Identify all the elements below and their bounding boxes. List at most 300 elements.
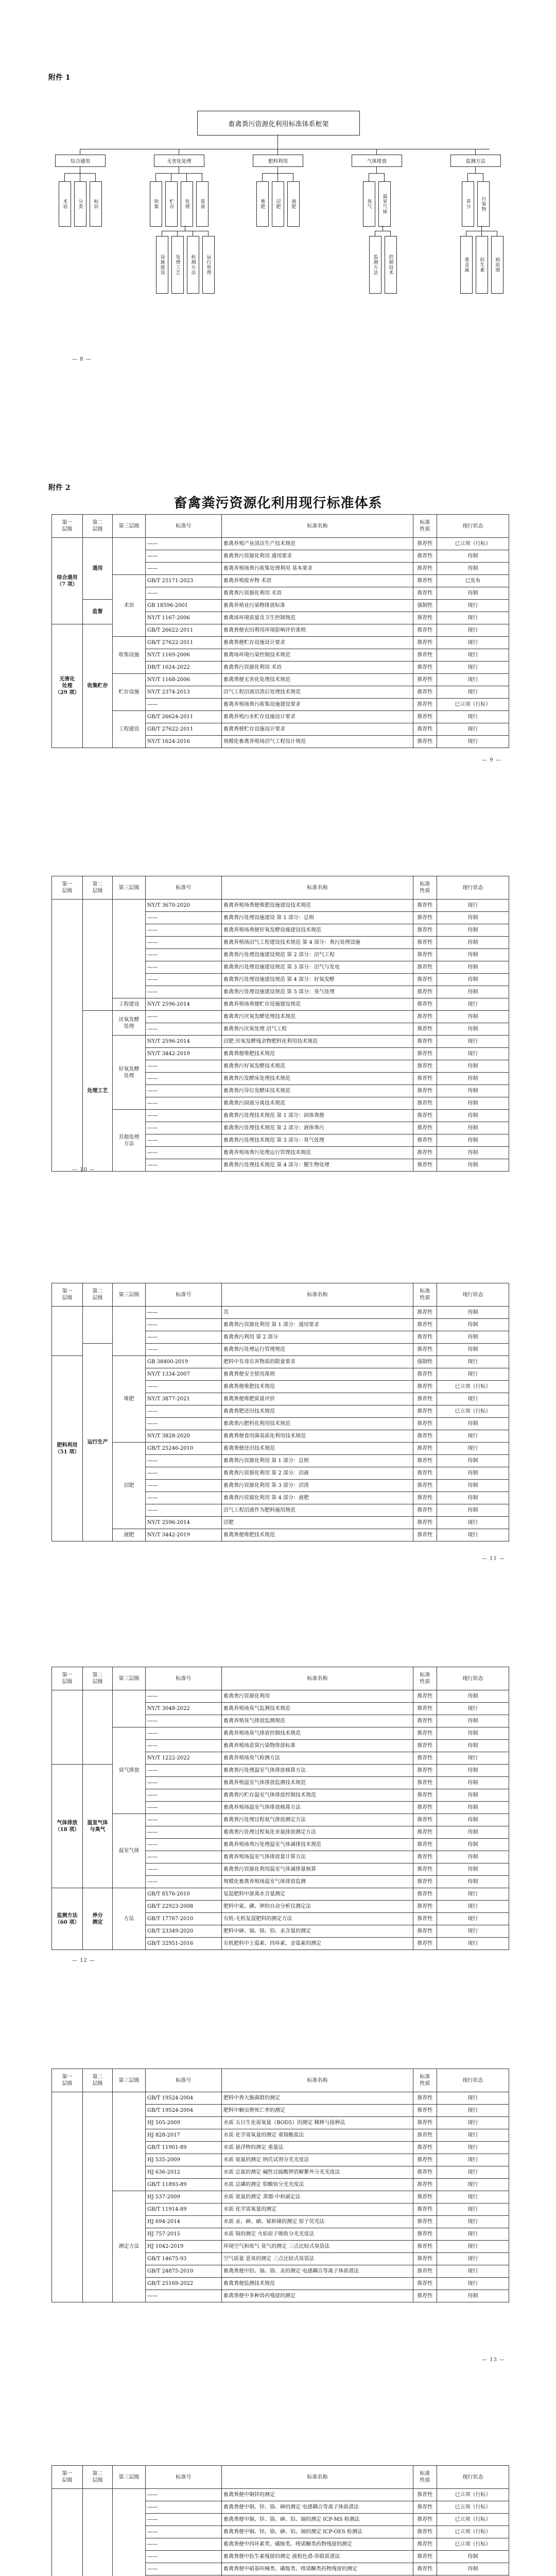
standard-name-cell: 畜禽养殖场臭气检测方法 [222, 1752, 413, 1765]
tree-connector [384, 173, 385, 181]
standard-name-cell: 肥料中砷、镉、铬、铅、汞含量的测定 [222, 1925, 413, 1938]
status-cell: 现行 [437, 612, 509, 624]
standard-number-cell: —— [146, 1307, 222, 1319]
standard-number-cell: —— [146, 2290, 222, 2302]
standard-name-cell: 畜禽粪污异位发酵床技术规范 [222, 1085, 413, 1097]
standard-number-cell: —— [146, 1147, 222, 1159]
tier3-cell: 温室气体 [113, 1814, 146, 1888]
table-header-row [52, 2069, 509, 2092]
standard-nature-cell: 推荐性 [413, 2538, 437, 2551]
column-header: 标准名称 [222, 515, 413, 538]
status-cell: 待制 [437, 1122, 509, 1134]
table-row [52, 1727, 509, 1740]
standard-name-cell: 畜禽粪污资源化利用 第 4 部分：液肥 [222, 1492, 413, 1504]
standard-nature-cell: 推荐性 [413, 1319, 437, 1331]
tier1-cell [52, 1690, 83, 1765]
status-cell: 待制 [437, 1023, 509, 1036]
tier1-cell: 肥料利用 （51 项） [52, 1356, 83, 1541]
standard-name-cell: 畜禽养殖场粪便贮存设施建设规范 [222, 998, 413, 1011]
standard-nature-cell: 推荐性 [413, 1368, 437, 1381]
tier1-cell [52, 900, 83, 1172]
column-header: 现行状态 [437, 2069, 509, 2092]
standard-nature-cell: 推荐性 [413, 1888, 437, 1901]
standard-nature-cell: 推荐性 [413, 1085, 437, 1097]
tier2-cell: 温室气体 与臭气 [83, 1765, 113, 1888]
standards-table [51, 1283, 509, 1541]
standard-number-cell: GB/T 14675-93 [146, 2253, 222, 2265]
status-cell: 现行 [437, 2117, 509, 2129]
document-title: 畜禽粪污资源化利用现行标准体系 [173, 496, 383, 511]
standard-number-cell: —— [146, 1023, 222, 1036]
tree-subleaf-box: 检测方法 [187, 236, 199, 294]
table-row [52, 900, 509, 912]
standard-number-cell: NY/T 3442-2019 [146, 1529, 222, 1541]
standard-name-cell: 水质 总氮的测定 碱性过硫酸钾消解紫外分光光度法 [222, 2166, 413, 2179]
standard-number-cell: HJ 505-2009 [146, 2117, 222, 2129]
table-row [52, 1307, 509, 1319]
standard-nature-cell: 推荐性 [413, 2514, 437, 2526]
column-header: 现行状态 [437, 1667, 509, 1690]
status-cell: 待制 [437, 961, 509, 974]
status-cell: 现行 [437, 1752, 509, 1765]
status-cell: 现行 [437, 2129, 509, 2142]
column-header: 第二 层级 [83, 2466, 113, 2489]
standard-name-cell: 沼肥 [222, 1517, 413, 1529]
standard-nature-cell: 推荐性 [413, 1715, 437, 1727]
standard-number-cell: —— [146, 1467, 222, 1480]
standard-name-cell: 水质 汞、砷、硒、铋和锑的测定 原子荧光法 [222, 2216, 413, 2228]
tier3-cell: 厌氧发酵 处理 [113, 1011, 146, 1036]
standard-name-cell: 畜禽粪污处理设施建设规范 第 2 部分：沼气工程 [222, 949, 413, 961]
column-header: 标准 性质 [413, 2069, 437, 2092]
standard-nature-cell: 推荐性 [413, 974, 437, 986]
standard-nature-cell: 推荐性 [413, 1480, 437, 1492]
standard-name-cell: 畜禽粪便堆肥技术规范 [222, 1048, 413, 1060]
column-header: 第三层级 [113, 515, 146, 538]
status-cell: 已立项（行标） [437, 2514, 509, 2526]
status-cell: 已立项（行标） [437, 699, 509, 711]
status-cell: 待制 [437, 949, 509, 961]
attachment-label: 附件 1 [48, 74, 71, 82]
column-header: 第二 层级 [83, 1283, 113, 1307]
column-header: 标准号 [146, 515, 222, 538]
standard-nature-cell: 推荐性 [413, 674, 437, 686]
standard-nature-cell: 推荐性 [413, 2228, 437, 2241]
standard-nature-cell: 推荐性 [413, 1331, 437, 1344]
tree-connector [390, 231, 391, 236]
standard-nature-cell: 推荐性 [413, 1134, 437, 1147]
status-cell: 待制 [437, 1740, 509, 1752]
tier3-cell: 液肥 [113, 1529, 146, 1541]
tree-connector [277, 134, 278, 149]
standard-name-cell: 畜禽粪便中四环素类、磺胺类、喹诺酮类药物残留的测定 [222, 2538, 413, 2551]
standard-number-cell: NY/T 1624-2016 [146, 736, 222, 748]
column-header: 标准号 [146, 876, 222, 900]
standard-name-cell: 畜禽粪污资源化利用 术语 [222, 662, 413, 674]
status-cell: 待制 [437, 1097, 509, 1110]
standard-name-cell: 畜禽粪便贮存设施设计要求 [222, 637, 413, 649]
status-cell: 待制 [437, 2563, 509, 2575]
standard-number-cell: —— [146, 1159, 222, 1172]
standard-number-cell: —— [146, 2551, 222, 2563]
standard-nature-cell: 推荐性 [413, 1913, 437, 1925]
standard-name-cell: 肥料中有毒有害物质的限量要求 [222, 1356, 413, 1368]
standard-name-cell: 水质 氨氮的测定 纳氏试剂分光光度法 [222, 2154, 413, 2166]
status-cell: 待制 [437, 1319, 509, 1331]
table-header-row [52, 876, 509, 900]
standard-number-cell: —— [146, 1122, 222, 1134]
tree-connector [376, 167, 377, 173]
standard-nature-cell: 推荐性 [413, 550, 437, 563]
standard-name-cell: 畜禽粪污资源化利用 第 3 部分：沼渣 [222, 1480, 413, 1492]
standard-nature-cell: 推荐性 [413, 686, 437, 699]
standard-number-cell: —— [146, 1826, 222, 1839]
standard-name-cell: 畜禽粪污处理设施建设 第 1 部分：总则 [222, 912, 413, 924]
standard-name-cell: 肥料中蛔虫卵死亡率的测定 [222, 2105, 413, 2117]
standard-number-cell: GB/T 8576-2010 [146, 1888, 222, 1901]
column-header: 标准 性质 [413, 2466, 437, 2489]
standard-number-cell: —— [146, 1777, 222, 1789]
tree-leaf-box: 温室气体 [378, 181, 391, 227]
standard-number-cell: —— [146, 949, 222, 961]
table-header-row [52, 515, 509, 538]
standard-number-cell: NY/T 3670-2020 [146, 900, 222, 912]
tree-leaf-box: 分类 [74, 181, 86, 227]
column-header: 现行状态 [437, 2466, 509, 2489]
column-header: 标准号 [146, 1667, 222, 1690]
standard-number-cell: DB/T 1624-2022 [146, 662, 222, 674]
standard-name-cell: 沼气工程沼液沼渣后处理技术规范 [222, 686, 413, 699]
tree-subleaf-box: 病原菌 [491, 236, 503, 294]
column-header: 第二 层级 [83, 515, 113, 538]
status-cell: 待制 [437, 1110, 509, 1122]
standard-name-cell: 畜禽粪便还田技术规范 [222, 1443, 413, 1455]
standard-nature-cell: 推荐性 [413, 1752, 437, 1765]
status-cell: 已立项（行标） [437, 1381, 509, 1393]
standard-name-cell: 畜禽养殖场粪污处理运行管理技术规范 [222, 1147, 413, 1159]
column-header: 第三层级 [113, 2069, 146, 2092]
standard-nature-cell: 推荐性 [413, 2191, 437, 2204]
status-cell: 现行 [437, 1901, 509, 1913]
status-cell: 待制 [437, 1876, 509, 1888]
standard-number-cell: NY/T 1222-2022 [146, 1752, 222, 1765]
standard-nature-cell: 推荐性 [413, 1381, 437, 1393]
standard-name-cell: 畜禽粪便中铜、锌、铬、砷、铅、镉的测定 ICP-MS 检测法 [222, 2514, 413, 2526]
standard-nature-cell: 推荐性 [413, 1901, 437, 1913]
standard-nature-cell: 推荐性 [413, 1863, 437, 1876]
standard-nature-cell: 强制性 [413, 1356, 437, 1368]
status-cell: 现行 [437, 2166, 509, 2179]
standard-number-cell: —— [146, 1789, 222, 1802]
standard-number-cell: —— [146, 1851, 222, 1863]
standard-name-cell: 畜禽粪污资源化利用 第 2 部分：沼液 [222, 1467, 413, 1480]
standard-nature-cell: 推荐性 [413, 1344, 437, 1356]
status-cell: 现行 [437, 662, 509, 674]
status-cell: 待制 [437, 1727, 509, 1740]
status-cell: 现行 [437, 2278, 509, 2290]
standard-nature-cell: 推荐性 [413, 2241, 437, 2253]
standard-number-cell: NY/T 2596-2014 [146, 998, 222, 1011]
standard-number-cell: —— [146, 1110, 222, 1122]
status-cell: 已立项（行标） [437, 538, 509, 550]
status-cell: 待制 [437, 1331, 509, 1344]
standard-nature-cell: 推荐性 [413, 1048, 437, 1060]
standard-number-cell: NY/T 2596-2014 [146, 1036, 222, 1048]
standard-number-cell: NY/T 2374-2013 [146, 686, 222, 699]
tier3-cell: 测定方法 [113, 2191, 146, 2302]
standard-nature-cell: 推荐性 [413, 1159, 437, 1172]
standard-number-cell: HJ 694-2014 [146, 2216, 222, 2228]
status-cell: 已立项（行标） [437, 2538, 509, 2551]
standard-name-cell: 畜禽养殖场沼气工程建设技术规范 第 4 部分：粪污处理设施 [222, 937, 413, 949]
standard-name-cell: 畜禽粪便堆肥技术规范 [222, 1529, 413, 1541]
standard-nature-cell: 推荐性 [413, 1405, 437, 1418]
status-cell: 现行 [437, 2179, 509, 2191]
page-number: — 8 — [72, 357, 92, 362]
column-header: 第一 层级 [52, 2466, 83, 2489]
standard-number-cell: GB/T 11893-89 [146, 2179, 222, 2191]
standard-name-cell: 畜禽粪污发酵床处理技术规范 [222, 1073, 413, 1085]
column-header: 标准 性质 [413, 1283, 437, 1307]
tree-branch-box: 肥料利用 [253, 155, 303, 167]
table-row [52, 2191, 509, 2204]
status-cell: 现行 [437, 1925, 509, 1938]
standard-name-cell: 畜禽粪便无害化处理技术规范 [222, 674, 413, 686]
tier3-cell: 贮存设施 [113, 674, 146, 711]
status-cell: 现行 [437, 1356, 509, 1368]
standard-name-cell: 畜禽粪污固液分离技术规范 [222, 1097, 413, 1110]
tree-root: 畜禽粪污资源化利用标准体系框架 [197, 111, 360, 135]
standard-nature-cell: 推荐性 [413, 1110, 437, 1122]
standard-number-cell: —— [146, 1740, 222, 1752]
tree-connector [186, 173, 187, 181]
status-cell: 现行 [437, 723, 509, 736]
status-cell: 已立项（行标） [437, 2501, 509, 2514]
table-row [52, 1690, 509, 1703]
status-cell: 待制 [437, 1492, 509, 1504]
status-cell: 现行 [437, 1368, 509, 1381]
status-cell: 待制 [437, 974, 509, 986]
standard-nature-cell: 推荐性 [413, 949, 437, 961]
standard-name-cell: 畜禽粪污处理温室气体排放核算方法 [222, 1765, 413, 1777]
standard-number-cell: —— [146, 937, 222, 949]
standard-name-cell: 畜禽粪污利用 第 2 部分 [222, 1331, 413, 1344]
tree-branch-box: 综合通用 [55, 155, 106, 167]
standard-number-cell: —— [146, 1863, 222, 1876]
standard-number-cell: —— [146, 1690, 222, 1703]
standard-name-cell: 畜禽粪污处理技术规范 第 2 部分：液体粪污 [222, 1122, 413, 1134]
standard-number-cell: GB/T 24875-2010 [146, 2265, 222, 2278]
column-header: 第一 层级 [52, 2069, 83, 2092]
status-cell: 现行 [437, 736, 509, 748]
standard-number-cell: —— [146, 1319, 222, 1331]
standard-number-cell: GB/T 23349-2020 [146, 1925, 222, 1938]
status-cell: 待制 [437, 912, 509, 924]
standard-number-cell: GB/T 19524-2004 [146, 2092, 222, 2105]
status-cell: 现行 [437, 1443, 509, 1455]
tier3-cell: 其他处理 方法 [113, 1110, 146, 1172]
table-header-row [52, 2466, 509, 2489]
tier1-cell: 监测方法 （60 项） [52, 1888, 83, 1950]
page-2 [0, 397, 556, 799]
status-cell: 待制 [437, 1085, 509, 1097]
standard-nature-cell: 推荐性 [413, 2526, 437, 2538]
standard-nature-cell: 推荐性 [413, 2166, 437, 2179]
standard-nature-cell: 推荐性 [413, 1060, 437, 1073]
status-cell: 待制 [437, 924, 509, 937]
column-header: 标准号 [146, 2069, 222, 2092]
standard-name-cell: 畜禽粪污贮存温室气体排放控制技术规范 [222, 1789, 413, 1802]
standard-number-cell: HJ 828-2017 [146, 2129, 222, 2142]
standard-nature-cell: 推荐性 [413, 1814, 437, 1826]
status-cell: 现行 [437, 1036, 509, 1048]
standard-number-cell: GB 38400-2019 [146, 1356, 222, 1368]
table-header-row [52, 1283, 509, 1307]
standard-name-cell: 畜禽粪污处理技术规范 第 1 部分：固体粪便 [222, 1110, 413, 1122]
standard-number-cell: —— [146, 1060, 222, 1073]
table-header-row [52, 1667, 509, 1690]
standard-name-cell: 畜禽粪污处理设施建设规范 第 3 部分：沼气与发电 [222, 961, 413, 974]
standard-nature-cell: 推荐性 [413, 736, 437, 748]
column-header: 第三层级 [113, 1667, 146, 1690]
table-row [52, 575, 509, 587]
standard-number-cell: —— [146, 1331, 222, 1344]
column-header: 第三层级 [113, 876, 146, 900]
status-cell: 现行 [437, 1393, 509, 1405]
tree-subleaf-box: 控制技术 [385, 236, 397, 294]
standard-number-cell: GB/T 27622-2011 [146, 723, 222, 736]
standard-number-cell: —— [146, 1455, 222, 1467]
tier3-cell: 方法 [113, 1888, 146, 1950]
standard-number-cell: NY/T 3828-2020 [146, 1430, 222, 1443]
standard-number-cell: —— [146, 563, 222, 575]
status-cell: 待制 [437, 2551, 509, 2563]
standard-nature-cell: 推荐性 [413, 998, 437, 1011]
table-row [52, 1110, 509, 1122]
standard-name-cell: 畜禽养殖场温室气体排放核算方法 [222, 1802, 413, 1814]
status-cell: 现行 [437, 2216, 509, 2228]
column-header: 标准 性质 [413, 876, 437, 900]
column-header: 标准号 [146, 2466, 222, 2489]
standard-name-cell: 畜禽养殖场臭气排放控制技术规范 [222, 1727, 413, 1740]
standard-number-cell: —— [146, 1715, 222, 1727]
tier1-cell: 气体排放 （18 项） [52, 1765, 83, 1888]
standard-nature-cell: 推荐性 [413, 2204, 437, 2216]
standard-nature-cell: 推荐性 [413, 1826, 437, 1839]
tree-subleaf-box: 设施建设 [156, 236, 168, 294]
tier3-cell [113, 900, 146, 998]
status-cell: 现行 [437, 2105, 509, 2117]
standard-name-cell: 畜禽粪便中铅、镉、铬、汞的测定 电感耦合等离子体质谱法 [222, 2265, 413, 2278]
tree-connector [481, 231, 482, 236]
standard-number-cell: —— [146, 1876, 222, 1888]
standard-name-cell: 畜禽粪污资源化利用 第 1 部分：通用要求 [222, 1319, 413, 1331]
status-cell: 现行 [437, 2204, 509, 2216]
standard-nature-cell: 推荐性 [413, 1467, 437, 1480]
standard-number-cell: NY/T 3442-2019 [146, 1048, 222, 1060]
standard-name-cell: 畜禽粪污资源化利用 第 1 部分：总则 [222, 1455, 413, 1467]
standard-name-cell: 畜禽养殖产业清洁生产技术规范 [222, 538, 413, 550]
standard-name-cell: 畜禽粪污资源化利用 [222, 1690, 413, 1703]
tree-leaf-box: 养分 [462, 181, 474, 227]
standard-number-cell: GB 18596-2001 [146, 600, 222, 612]
standard-name-cell: 畜禽场环境质量及卫生控制规范 [222, 612, 413, 624]
status-cell: 现行 [437, 624, 509, 637]
standard-name-cell: 水质 五日生化需氧量（BOD5）的测定 稀释与接种法 [222, 2117, 413, 2129]
standard-name-cell: 畜禽粪污处理运行管理规范 [222, 1344, 413, 1356]
standard-name-cell: 水质 悬浮物的测定 重量法 [222, 2142, 413, 2154]
standard-name-cell: 畜禽粪便贮存设施设计要求 [222, 723, 413, 736]
tree-connector [277, 167, 278, 173]
standard-nature-cell: 推荐性 [413, 612, 437, 624]
standard-number-cell: —— [146, 912, 222, 924]
standard-number-cell: —— [146, 1504, 222, 1517]
standard-nature-cell: 推荐性 [413, 1938, 437, 1950]
status-cell: 待制 [437, 1839, 509, 1851]
status-cell: 待制 [437, 1147, 509, 1159]
tier3-cell: 工程建设 [113, 998, 146, 1011]
status-cell: 现行 [437, 2241, 509, 2253]
tree-connector [262, 173, 263, 181]
standard-number-cell: —— [146, 1085, 222, 1097]
standard-nature-cell: 推荐性 [413, 900, 437, 912]
status-cell: 现行 [437, 1938, 509, 1950]
tier2-cell [83, 1690, 113, 1765]
tier2-cell [83, 1307, 113, 1344]
tier2-cell [83, 2092, 113, 2302]
standard-name-cell: 肥料中粪大肠菌群的测定 [222, 2092, 413, 2105]
tree-leaf-box: 臭气 [363, 181, 375, 227]
page-1 [0, 0, 556, 397]
standard-number-cell: —— [146, 986, 222, 998]
status-cell: 现行 [437, 1888, 509, 1901]
standard-number-cell: —— [146, 1011, 222, 1023]
status-cell: 现行 [437, 1517, 509, 1529]
status-cell: 现行 [437, 1913, 509, 1925]
standard-nature-cell: 推荐性 [413, 2105, 437, 2117]
standard-number-cell: NY/T 1169-2006 [146, 649, 222, 662]
standard-nature-cell: 推荐性 [413, 711, 437, 723]
status-cell: 待制 [437, 1851, 509, 1863]
tree-connector [155, 173, 202, 174]
standard-name-cell: 畜禽粪便监测技术规范 [222, 2278, 413, 2290]
table-row [52, 1036, 509, 1048]
page-number: — 12 — [72, 1958, 96, 1963]
standard-nature-cell: 推荐性 [413, 2278, 437, 2290]
status-cell: 待制 [437, 1715, 509, 1727]
standard-name-cell: 规模化畜禽养殖场温室气体排放监测 [222, 1876, 413, 1888]
tree-leaf-box: 术语 [59, 181, 71, 227]
standard-nature-cell: 推荐性 [413, 723, 437, 736]
status-cell: 已立项（行标） [437, 2526, 509, 2538]
status-cell: 待制 [437, 1467, 509, 1480]
standard-name-cell: 畜禽养殖废弃物 术语 [222, 575, 413, 587]
standard-nature-cell: 推荐性 [413, 538, 437, 550]
status-cell: 待制 [437, 587, 509, 600]
tier3-cell: 好氧发酵 处理 [113, 1036, 146, 1110]
tier2-cell: 运行生产 [83, 1344, 113, 1541]
standard-nature-cell: 推荐性 [413, 1765, 437, 1777]
standard-nature-cell: 推荐性 [413, 2142, 437, 2154]
standard-number-cell: GB/T 26622-2011 [146, 624, 222, 637]
tree-connector [277, 173, 278, 181]
standard-name-cell: 畜禽粪便农田利用环境影响评价准则 [222, 624, 413, 637]
standard-name-cell: 沼气工程沼液作为肥料施用规范 [222, 1504, 413, 1517]
standard-name-cell: 畜禽粪污好氧发酵技术规范 [222, 1060, 413, 1073]
standard-number-cell: HJ 1042-2019 [146, 2241, 222, 2253]
standard-number-cell: —— [146, 1344, 222, 1356]
standard-name-cell: 畜禽粪便中铜锌的测定 [222, 2489, 413, 2501]
